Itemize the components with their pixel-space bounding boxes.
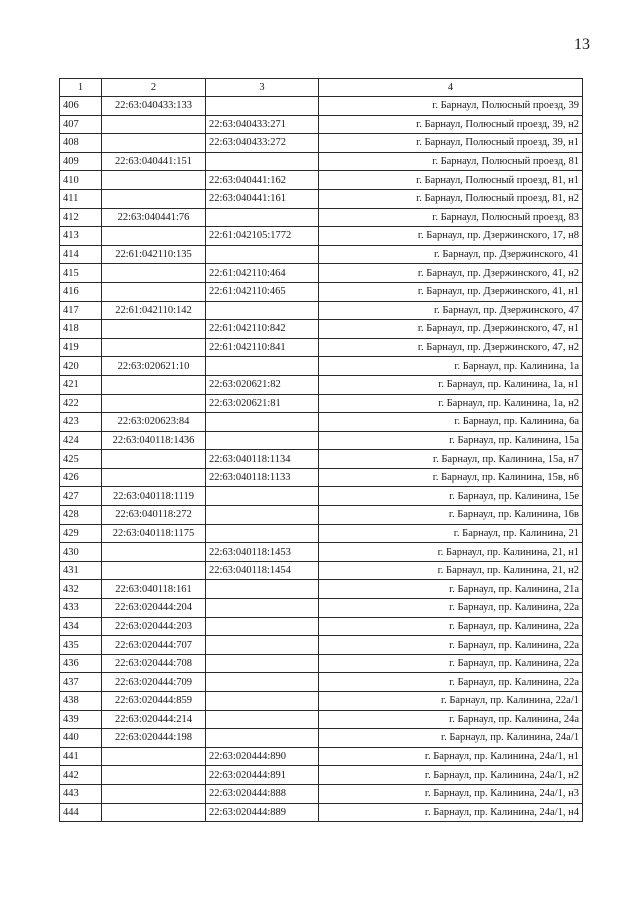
parcel-cadastral-number — [102, 468, 206, 487]
address-cell: г. Барнаул, пр. Калинина, 6а — [319, 413, 583, 432]
address-cell: г. Барнаул, Полюсный проезд, 39, н1 — [319, 134, 583, 153]
premises-cadastral-number — [206, 152, 319, 171]
address-cell: г. Барнаул, пр. Калинина, 21 — [319, 524, 583, 543]
address-cell: г. Барнаул, пр. Калинина, 15а — [319, 431, 583, 450]
premises-cadastral-number — [206, 580, 319, 599]
premises-cadastral-number — [206, 654, 319, 673]
column-header-address: 4 — [319, 79, 583, 97]
address-cell: г. Барнаул, пр. Дзержинского, 47 — [319, 301, 583, 320]
table-row — [60, 654, 583, 673]
table-row — [60, 227, 583, 246]
parcel-cadastral-number: 22:63:040118:1436 — [102, 431, 206, 450]
address-cell: г. Барнаул, пр. Дзержинского, 47, н2 — [319, 338, 583, 357]
parcel-cadastral-number — [102, 171, 206, 190]
premises-cadastral-number: 22:63:020444:889 — [206, 803, 319, 822]
table-row — [60, 394, 583, 413]
row-number: 443 — [60, 784, 102, 803]
parcel-cadastral-number — [102, 394, 206, 413]
table-row — [60, 692, 583, 711]
row-number: 434 — [60, 617, 102, 636]
table-row — [60, 543, 583, 562]
parcel-cadastral-number: 22:63:020444:214 — [102, 710, 206, 729]
table-row — [60, 357, 583, 376]
address-cell: г. Барнаул, пр. Калинина, 21, н1 — [319, 543, 583, 562]
address-cell: г. Барнаул, Полюсный проезд, 81, н2 — [319, 189, 583, 208]
row-number: 436 — [60, 654, 102, 673]
table-row — [60, 375, 583, 394]
row-number: 420 — [60, 357, 102, 376]
premises-cadastral-number — [206, 301, 319, 320]
table-row — [60, 784, 583, 803]
row-number: 442 — [60, 766, 102, 785]
premises-cadastral-number: 22:61:042105:1772 — [206, 227, 319, 246]
parcel-cadastral-number — [102, 264, 206, 283]
column-header-parcel: 2 — [102, 79, 206, 97]
parcel-cadastral-number: 22:63:020444:204 — [102, 599, 206, 618]
table-header — [60, 79, 583, 97]
parcel-cadastral-number: 22:63:040118:272 — [102, 506, 206, 525]
premises-cadastral-number: 22:63:040441:162 — [206, 171, 319, 190]
row-number: 440 — [60, 729, 102, 748]
parcel-cadastral-number: 22:63:040441:151 — [102, 152, 206, 171]
address-cell: г. Барнаул, пр. Калинина, 22а — [319, 636, 583, 655]
premises-cadastral-number: 22:63:020444:888 — [206, 784, 319, 803]
address-cell: г. Барнаул, пр. Калинина, 22а — [319, 654, 583, 673]
row-number: 414 — [60, 245, 102, 264]
parcel-cadastral-number: 22:63:040118:1119 — [102, 487, 206, 506]
parcel-cadastral-number — [102, 227, 206, 246]
table-row — [60, 803, 583, 822]
address-cell: г. Барнаул, пр. Дзержинского, 41, н2 — [319, 264, 583, 283]
table-row — [60, 152, 583, 171]
address-cell: г. Барнаул, пр. Дзержинского, 17, н8 — [319, 227, 583, 246]
row-number: 412 — [60, 208, 102, 227]
premises-cadastral-number: 22:63:040118:1134 — [206, 450, 319, 469]
premises-cadastral-number — [206, 506, 319, 525]
table-row — [60, 617, 583, 636]
row-number: 423 — [60, 413, 102, 432]
table-row — [60, 264, 583, 283]
parcel-cadastral-number: 22:63:040118:161 — [102, 580, 206, 599]
parcel-cadastral-number: 22:63:020444:709 — [102, 673, 206, 692]
address-cell: г. Барнаул, Полюсный проезд, 83 — [319, 208, 583, 227]
premises-cadastral-number — [206, 357, 319, 376]
address-cell: г. Барнаул, пр. Калинина, 22а — [319, 673, 583, 692]
premises-cadastral-number: 22:63:020444:891 — [206, 766, 319, 785]
address-cell: г. Барнаул, пр. Калинина, 24а/1 — [319, 729, 583, 748]
table-row — [60, 97, 583, 116]
address-cell: г. Барнаул, Полюсный проезд, 39, н2 — [319, 115, 583, 134]
premises-cadastral-number — [206, 599, 319, 618]
address-cell: г. Барнаул, пр. Калинина, 24а — [319, 710, 583, 729]
parcel-cadastral-number: 22:61:042110:142 — [102, 301, 206, 320]
table-row — [60, 561, 583, 580]
address-cell: г. Барнаул, пр. Калинина, 15а, н7 — [319, 450, 583, 469]
row-number: 407 — [60, 115, 102, 134]
parcel-cadastral-number: 22:63:020623:84 — [102, 413, 206, 432]
address-cell: г. Барнаул, Полюсный проезд, 39 — [319, 97, 583, 116]
premises-cadastral-number: 22:63:020621:81 — [206, 394, 319, 413]
row-number: 416 — [60, 282, 102, 301]
address-cell: г. Барнаул, пр. Калинина, 1а — [319, 357, 583, 376]
table-row — [60, 524, 583, 543]
address-cell: г. Барнаул, пр. Калинина, 16в — [319, 506, 583, 525]
address-cell: г. Барнаул, пр. Калинина, 1а, н2 — [319, 394, 583, 413]
row-number: 410 — [60, 171, 102, 190]
address-cell: г. Барнаул, пр. Калинина, 15е — [319, 487, 583, 506]
address-cell: г. Барнаул, пр. Дзержинского, 47, н1 — [319, 320, 583, 339]
table-row — [60, 301, 583, 320]
parcel-cadastral-number — [102, 543, 206, 562]
parcel-cadastral-number: 22:63:020444:707 — [102, 636, 206, 655]
table-row — [60, 338, 583, 357]
row-number: 439 — [60, 710, 102, 729]
row-number: 432 — [60, 580, 102, 599]
row-number: 429 — [60, 524, 102, 543]
row-number: 444 — [60, 803, 102, 822]
premises-cadastral-number: 22:61:042110:465 — [206, 282, 319, 301]
address-cell: г. Барнаул, пр. Дзержинского, 41, н1 — [319, 282, 583, 301]
row-number: 417 — [60, 301, 102, 320]
row-number: 424 — [60, 431, 102, 450]
row-number: 438 — [60, 692, 102, 711]
premises-cadastral-number: 22:63:040433:272 — [206, 134, 319, 153]
header-row — [60, 79, 583, 97]
table-row — [60, 766, 583, 785]
parcel-cadastral-number — [102, 784, 206, 803]
table-row — [60, 320, 583, 339]
parcel-cadastral-number: 22:63:020444:198 — [102, 729, 206, 748]
row-number: 406 — [60, 97, 102, 116]
table-row — [60, 245, 583, 264]
row-number: 428 — [60, 506, 102, 525]
parcel-cadastral-number: 22:63:040441:76 — [102, 208, 206, 227]
address-cell: г. Барнаул, пр. Калинина, 22а — [319, 599, 583, 618]
row-number: 426 — [60, 468, 102, 487]
premises-cadastral-number: 22:63:020444:890 — [206, 747, 319, 766]
row-number: 409 — [60, 152, 102, 171]
parcel-cadastral-number — [102, 766, 206, 785]
premises-cadastral-number — [206, 245, 319, 264]
address-cell: г. Барнаул, пр. Калинина, 24а/1, н2 — [319, 766, 583, 785]
column-header-number: 1 — [60, 79, 102, 97]
row-number: 441 — [60, 747, 102, 766]
address-cell: г. Барнаул, пр. Калинина, 21, н2 — [319, 561, 583, 580]
table-row — [60, 450, 583, 469]
premises-cadastral-number — [206, 710, 319, 729]
premises-cadastral-number: 22:63:020621:82 — [206, 375, 319, 394]
row-number: 415 — [60, 264, 102, 283]
address-cell: г. Барнаул, пр. Калинина, 24а/1, н4 — [319, 803, 583, 822]
premises-cadastral-number: 22:63:040433:271 — [206, 115, 319, 134]
row-number: 411 — [60, 189, 102, 208]
parcel-cadastral-number: 22:63:020444:203 — [102, 617, 206, 636]
table-row — [60, 208, 583, 227]
premises-cadastral-number — [206, 617, 319, 636]
table-row — [60, 189, 583, 208]
table-row — [60, 171, 583, 190]
row-number: 437 — [60, 673, 102, 692]
parcel-cadastral-number: 22:63:040118:1175 — [102, 524, 206, 543]
page-number: 13 — [574, 36, 590, 53]
table-row — [60, 580, 583, 599]
row-number: 418 — [60, 320, 102, 339]
parcel-cadastral-number — [102, 320, 206, 339]
table-row — [60, 468, 583, 487]
row-number: 431 — [60, 561, 102, 580]
column-header-premises: 3 — [206, 79, 319, 97]
parcel-cadastral-number: 22:63:020621:10 — [102, 357, 206, 376]
parcel-cadastral-number: 22:63:020444:708 — [102, 654, 206, 673]
table-row — [60, 599, 583, 618]
premises-cadastral-number — [206, 673, 319, 692]
premises-cadastral-number: 22:63:040441:161 — [206, 189, 319, 208]
premises-cadastral-number — [206, 729, 319, 748]
table-row — [60, 431, 583, 450]
premises-cadastral-number — [206, 97, 319, 116]
parcel-cadastral-number — [102, 338, 206, 357]
premises-cadastral-number: 22:61:042110:841 — [206, 338, 319, 357]
table-row — [60, 413, 583, 432]
address-cell: г. Барнаул, пр. Калинина, 1а, н1 — [319, 375, 583, 394]
table-row — [60, 506, 583, 525]
address-cell: г. Барнаул, пр. Калинина, 22а — [319, 617, 583, 636]
row-number: 425 — [60, 450, 102, 469]
address-cell: г. Барнаул, пр. Калинина, 21а — [319, 580, 583, 599]
row-number: 427 — [60, 487, 102, 506]
table-row — [60, 115, 583, 134]
table-row — [60, 673, 583, 692]
table-row — [60, 636, 583, 655]
premises-cadastral-number — [206, 208, 319, 227]
table-row — [60, 134, 583, 153]
parcel-cadastral-number — [102, 134, 206, 153]
parcel-cadastral-number — [102, 375, 206, 394]
parcel-cadastral-number — [102, 115, 206, 134]
premises-cadastral-number: 22:61:042110:842 — [206, 320, 319, 339]
row-number: 419 — [60, 338, 102, 357]
premises-cadastral-number — [206, 524, 319, 543]
parcel-cadastral-number — [102, 803, 206, 822]
premises-cadastral-number — [206, 431, 319, 450]
premises-cadastral-number — [206, 692, 319, 711]
premises-cadastral-number: 22:63:040118:1453 — [206, 543, 319, 562]
address-cell: г. Барнаул, пр. Калинина, 15в, н6 — [319, 468, 583, 487]
address-cell: г. Барнаул, пр. Дзержинского, 41 — [319, 245, 583, 264]
row-number: 422 — [60, 394, 102, 413]
address-cell: г. Барнаул, Полюсный проезд, 81, н1 — [319, 171, 583, 190]
table-row — [60, 747, 583, 766]
address-cell: г. Барнаул, пр. Калинина, 22а/1 — [319, 692, 583, 711]
table-body — [60, 97, 583, 822]
row-number: 433 — [60, 599, 102, 618]
row-number: 435 — [60, 636, 102, 655]
row-number: 430 — [60, 543, 102, 562]
premises-cadastral-number: 22:61:042110:464 — [206, 264, 319, 283]
parcel-cadastral-number: 22:63:040433:133 — [102, 97, 206, 116]
parcel-cadastral-number — [102, 282, 206, 301]
parcel-cadastral-number: 22:61:042110:135 — [102, 245, 206, 264]
row-number: 413 — [60, 227, 102, 246]
table-row — [60, 729, 583, 748]
parcel-cadastral-number — [102, 189, 206, 208]
table-row — [60, 710, 583, 729]
parcel-cadastral-number — [102, 747, 206, 766]
premises-cadastral-number — [206, 487, 319, 506]
address-cell: г. Барнаул, Полюсный проезд, 81 — [319, 152, 583, 171]
row-number: 421 — [60, 375, 102, 394]
address-cell: г. Барнаул, пр. Калинина, 24а/1, н3 — [319, 784, 583, 803]
table-row — [60, 282, 583, 301]
row-number: 408 — [60, 134, 102, 153]
address-cell: г. Барнаул, пр. Калинина, 24а/1, н1 — [319, 747, 583, 766]
premises-cadastral-number: 22:63:040118:1454 — [206, 561, 319, 580]
premises-cadastral-number — [206, 636, 319, 655]
parcel-cadastral-number — [102, 561, 206, 580]
property-registry-table — [59, 78, 583, 822]
premises-cadastral-number: 22:63:040118:1133 — [206, 468, 319, 487]
parcel-cadastral-number — [102, 450, 206, 469]
parcel-cadastral-number: 22:63:020444:859 — [102, 692, 206, 711]
table-row — [60, 487, 583, 506]
premises-cadastral-number — [206, 413, 319, 432]
